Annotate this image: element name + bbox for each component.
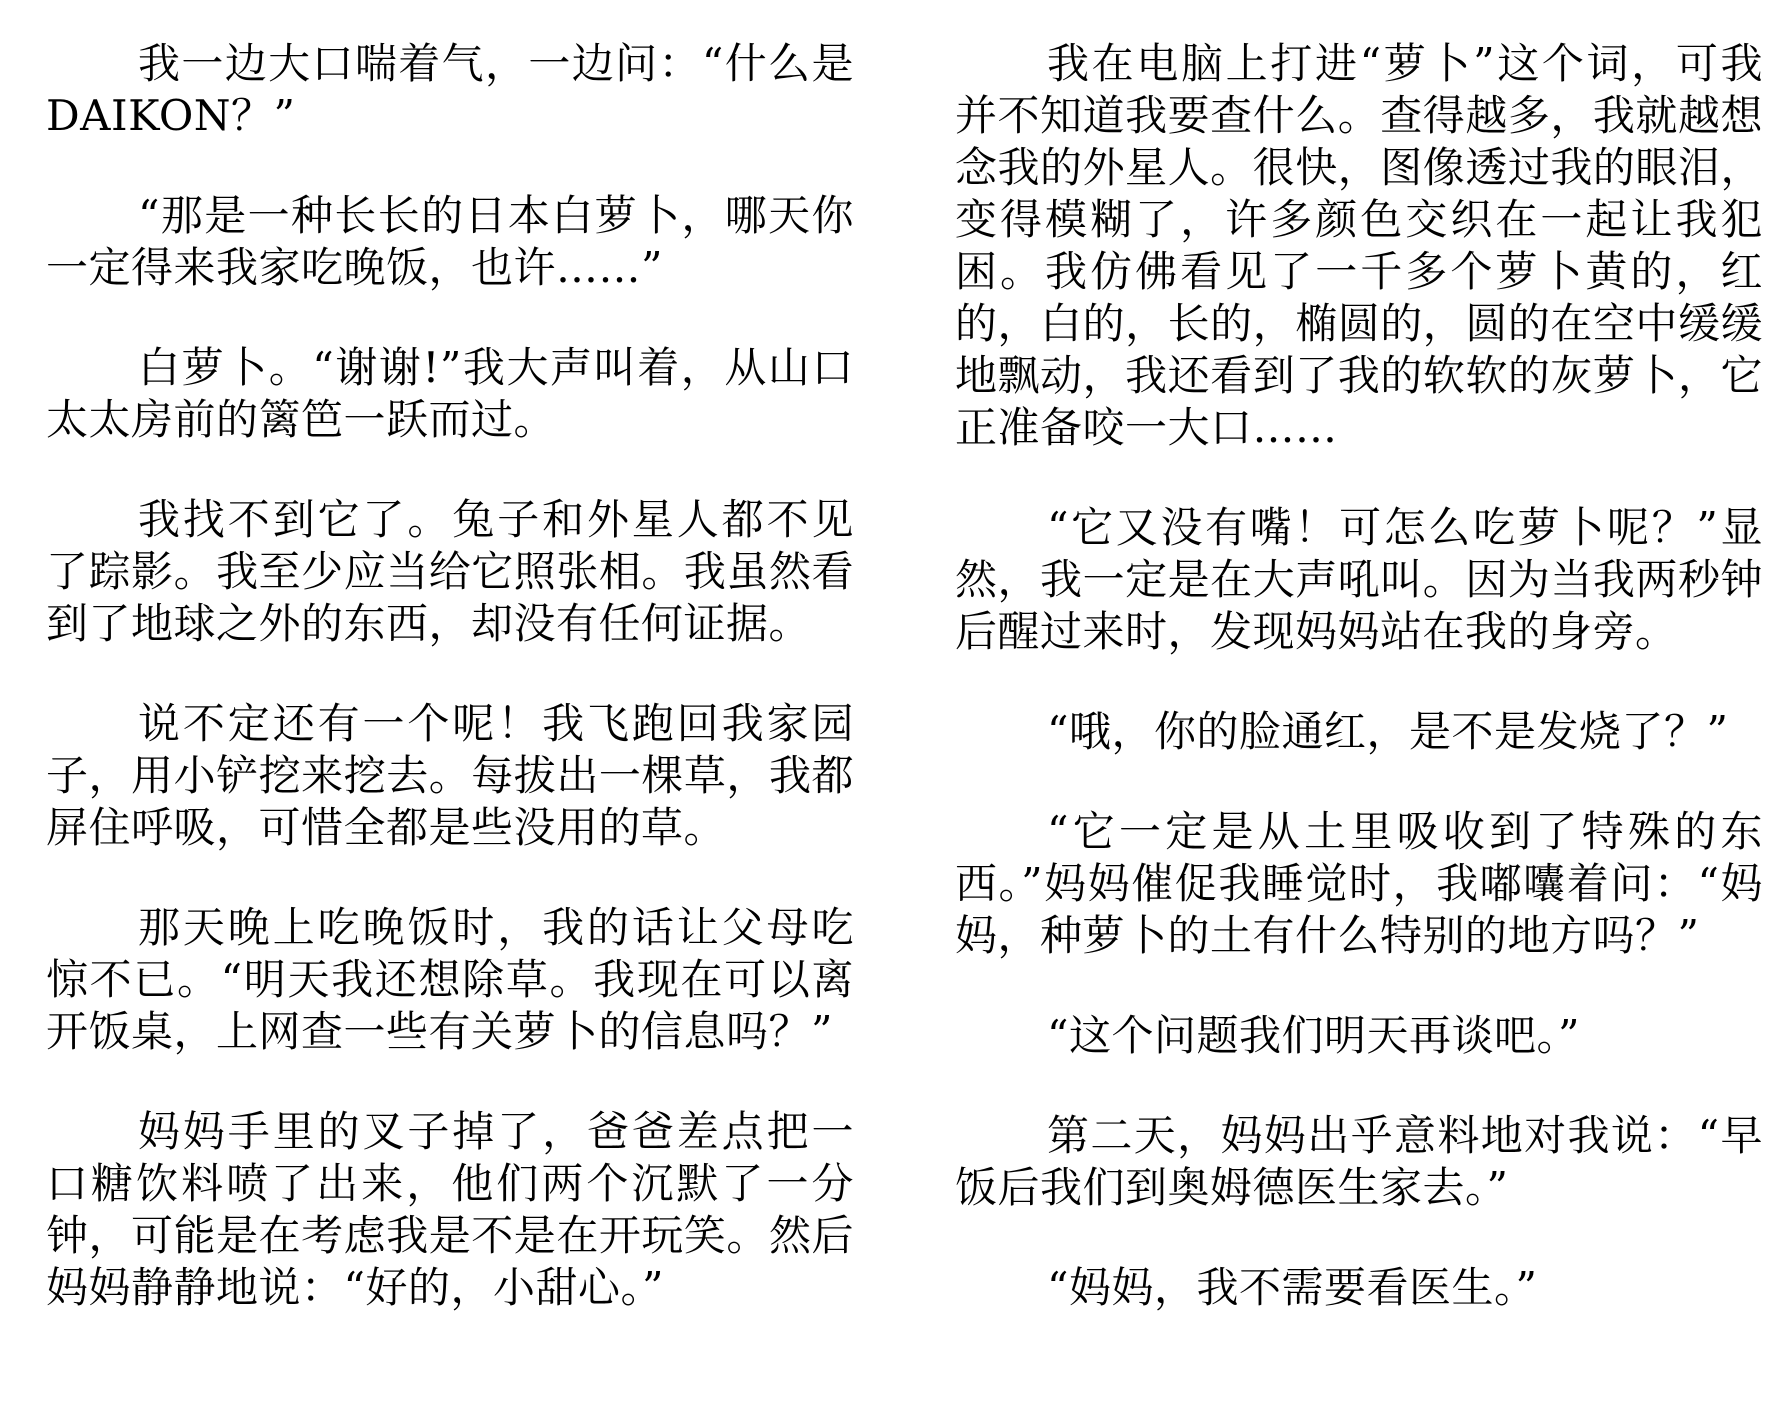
paragraph: 那天晚上吃晚饭时，我的话让父母吃惊不已。“明天我还想除草。我现在可以离开饭桌，上网查一些有关萝卜的信息吗？”	[46, 903, 854, 1056]
paragraph: “这个问题我们明天再谈吧。”	[1047, 1011, 1580, 1060]
paragraph: “它一定是从土里吸收到了特殊的东西。”妈妈催促我睡觉时，我嘟囔着问：“妈妈，种萝卜的土有什么特别的地方吗？”	[955, 807, 1763, 960]
right-column	[955, 38, 1763, 1314]
paragraph: “那是一种长长的日本白萝卜，哪天你一定得来我家吃晚饭，也许……”	[46, 191, 854, 292]
paragraph: 我在电脑上打进“萝卜”这个词，可我并不知道我要查什么。查得越多，我就越想念我的外星人。很快，图像透过我的眼泪，变得模糊了，许多颜色交织在一起让我犯困。我仿佛看见了一千多个萝卜黄的，红的，白的，长的，椭圆的，圆的在空中缓缓地飘动，我还看到了我的软软的灰萝卜，它正准备咬一大口……	[955, 39, 1763, 452]
left-column	[46, 38, 854, 1314]
paragraph: 我一边大口喘着气，一边问：“什么是DAIKON？”	[46, 39, 854, 140]
paragraph: “妈妈，我不需要看医生。”	[1047, 1263, 1538, 1312]
paragraph: “哦，你的脸通红，是不是发烧了？”	[1047, 707, 1729, 756]
paragraph: 我找不到它了。兔子和外星人都不见了踪影。我至少应当给它照张相。我虽然看到了地球之外的东西，却没有任何证据。	[46, 495, 854, 648]
paragraph: 说不定还有一个呢！我飞跑回我家园子，用小铲挖来挖去。每拔出一棵草，我都屏住呼吸，可惜全都是些没用的草。	[46, 699, 854, 852]
paragraph: 白萝卜。“谢谢!”我大声叫着，从山口太太房前的篱笆一跃而过。	[46, 343, 854, 444]
paragraph: “它又没有嘴！可怎么吃萝卜呢？”显然，我一定是在大声吼叫。因为当我两秒钟后醒过来时，发现妈妈站在我的身旁。	[955, 503, 1763, 656]
paragraph: 第二天，妈妈出乎意料地对我说：“早饭后我们到奥姆德医生家去。”	[955, 1111, 1763, 1212]
paragraph: 妈妈手里的叉子掉了，爸爸差点把一口糖饮料喷了出来，他们两个沉默了一分钟，可能是在考虑我是不是在开玩笑。然后妈妈静静地说：“好的，小甜心。”	[46, 1107, 854, 1312]
